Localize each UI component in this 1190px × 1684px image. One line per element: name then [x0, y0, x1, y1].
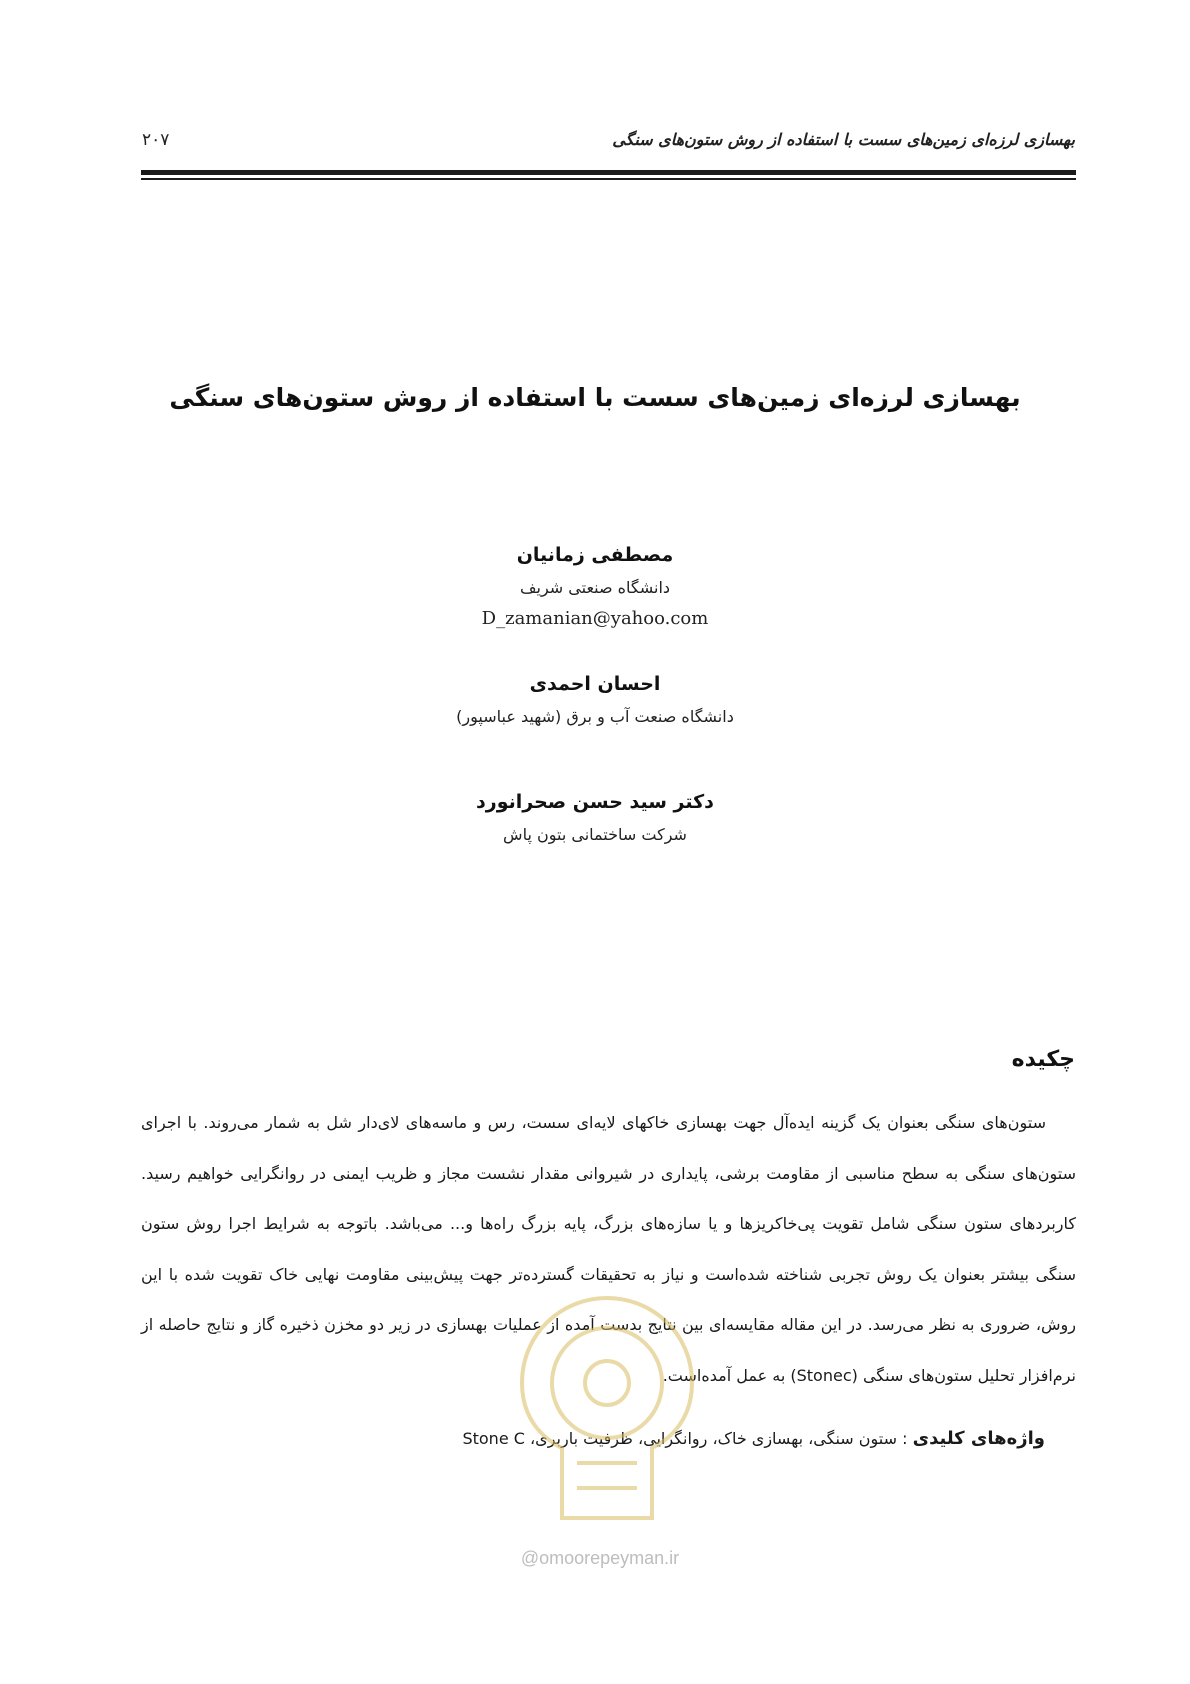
author-block-2 — [200, 667, 990, 733]
author-affiliation: شرکت ساختمانی بتون پاش — [503, 825, 687, 844]
watermark-text: @omoorepeyman.ir — [520, 1548, 680, 1568]
author-affiliation: دانشگاه صنعتی شریف — [519, 578, 671, 597]
author-name: مصطفی زمانیان — [516, 544, 674, 566]
page-number: ۲۰۷ — [142, 130, 170, 150]
header-rule-thin — [141, 178, 1076, 180]
author-block-3 — [200, 785, 990, 851]
author-affiliation: دانشگاه صنعت آب و برق (شهید عباسپور) — [456, 707, 734, 726]
abstract-heading: چکیده — [1011, 1047, 1075, 1072]
author-name: دکتر سید حسن صحرانورد — [476, 791, 714, 813]
author-email: D_zamanian@yahoo.com — [481, 608, 709, 629]
author-name: احسان احمدی — [529, 673, 661, 695]
keywords-label: واژه‌های کلیدی — [912, 1428, 1045, 1449]
abstract-text: ستون‌های سنگی بعنوان یک گزینه ایده‌آل جهت بهسازی خاکهای لایه‌ای سست، رس و ماسه‌های لای‌دار شل به شمار می‌روند. با اجرای ستون‌های سنگی به سطح مناسبی از مقاومت برشی، پایداری در شیروانی مقدار نشست مجاز و ظریب ایمنی در روانگرایی خواهیم رسید. کاربردهای ستون سنگی شامل تقویت پی‌خاکریزها و یا سازه‌های بزرگ، پایه بزرگ راه‌ها و... می‌باشد. باتوجه به شرایط اجرا روش ستون سنگی بیشتر بعنوان یک روش تجربی شناخته شده‌است و نیاز به تحقیقات گسترده‌تر جهت پیش‌بینی مقاومت نهایی خاک تقویت شده با این روش، ضروری به نظر می‌رسد. در این مقاله مقایسه‌ای بین نتایج بدست آمده از عملیات بهسازی در زیر دو مخزن ذخیره گاز و نتایج حاصله از نرم‌افزار تحلیل ستون‌های سنگی (Stonec) به عمل آمده‌است. — [141, 1113, 1076, 1385]
keywords-text: ستون سنگی، بهسازی خاک، روانگرایی، ظرفیت باربری، Stone C — [462, 1429, 898, 1448]
seal-logo-icon — [502, 1288, 712, 1538]
keywords-separator: : — [897, 1429, 913, 1448]
header-rule-thick — [141, 170, 1076, 175]
author-block-1 — [200, 538, 990, 634]
running-header-title: بهسازی لرزه‌ای زمین‌های سست با استفاده از روش ستون‌های سنگی — [612, 130, 1075, 149]
paper-title: بهسازی لرزه‌ای زمین‌های سست با استفاده از روش ستون‌های سنگی — [169, 383, 1021, 412]
